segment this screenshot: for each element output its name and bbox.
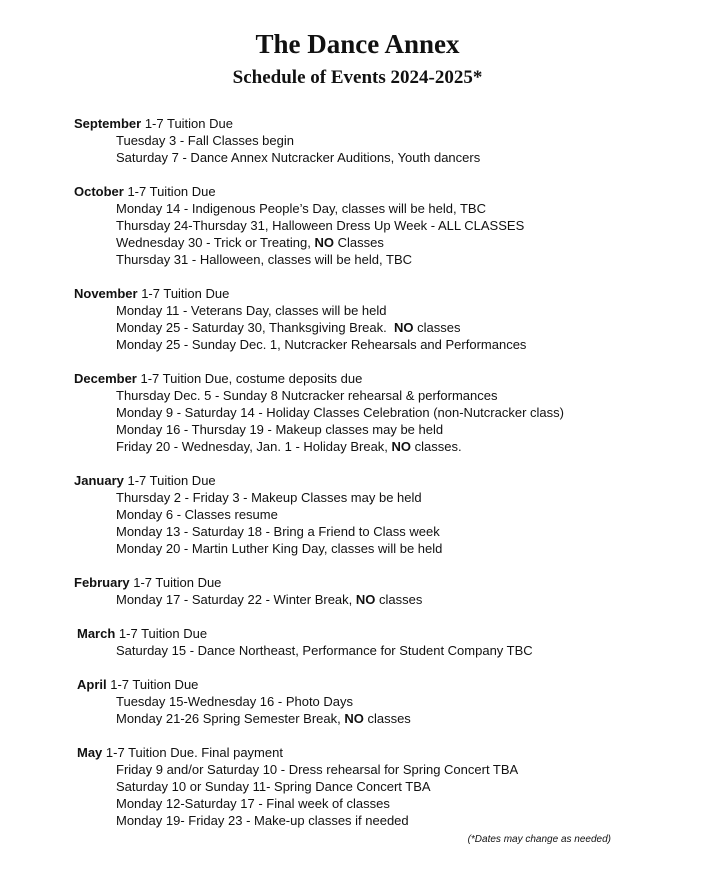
month-section-april bbox=[74, 676, 694, 727]
month-note: 1-7 Tuition Due bbox=[123, 473, 216, 488]
event-item: Tuesday 15-Wednesday 16 - Photo Days bbox=[116, 694, 354, 709]
month-name: November bbox=[74, 286, 138, 301]
month-note: 1-7 Tuition Due bbox=[106, 677, 199, 692]
month-note: 1-7 Tuition Due bbox=[137, 286, 230, 301]
event-item: Friday 9 and/or Saturday 10 - Dress rehearsal for Spring Concert TBA bbox=[116, 762, 519, 777]
month-section-september bbox=[74, 115, 694, 166]
month-name: February bbox=[74, 575, 130, 590]
event-item: Monday 19- Friday 23 - Make-up classes if needed bbox=[116, 813, 409, 828]
month-note: 1-7 Tuition Due bbox=[115, 626, 208, 641]
schedule-list bbox=[74, 115, 694, 846]
event-item: Monday 25 - Sunday Dec. 1, Nutcracker Rehearsals and Performances bbox=[116, 337, 527, 352]
event-item bbox=[74, 319, 694, 336]
event-item: Monday 16 - Thursday 19 - Makeup classes may be held bbox=[116, 422, 444, 437]
event-item: Saturday 7 - Dance Annex Nutcracker Auditions, Youth dancers bbox=[116, 150, 481, 165]
event-item: Monday 14 - Indigenous People’s Day, classes will be held, TBC bbox=[116, 201, 486, 216]
month-name: October bbox=[74, 184, 124, 199]
month-section-december bbox=[74, 370, 694, 455]
month-section-october bbox=[74, 183, 694, 268]
month-name: September bbox=[74, 116, 142, 131]
month-heading bbox=[74, 574, 694, 591]
event-item: Monday 13 - Saturday 18 - Bring a Friend to Class week bbox=[116, 524, 440, 539]
month-heading bbox=[74, 625, 694, 642]
event-item: Monday 20 - Martin Luther King Day, classes will be held bbox=[116, 541, 443, 556]
event-item bbox=[74, 591, 694, 608]
month-name: May bbox=[77, 745, 103, 760]
month-note: 1-7 Tuition Due. Final payment bbox=[102, 745, 283, 760]
month-note: 1-7 Tuition Due bbox=[141, 116, 233, 131]
event-text: classes bbox=[375, 592, 423, 607]
month-name: January bbox=[74, 473, 124, 488]
month-section-january bbox=[74, 472, 694, 557]
event-text: Monday 21-26 Spring Semester Break, bbox=[116, 711, 345, 726]
event-item: Thursday 31 - Halloween, classes will be held, TBC bbox=[116, 252, 413, 267]
event-emphasis: NO bbox=[393, 320, 414, 335]
event-item: Monday 12-Saturday 17 - Final week of classes bbox=[116, 796, 390, 811]
event-item: Tuesday 3 - Fall Classes begin bbox=[116, 133, 294, 148]
month-note: 1-7 Tuition Due bbox=[129, 575, 222, 590]
month-section-march bbox=[74, 625, 694, 659]
month-section-november bbox=[74, 285, 694, 353]
event-item: Thursday Dec. 5 - Sunday 8 Nutcracker rehearsal & performances bbox=[116, 388, 498, 403]
month-heading bbox=[74, 472, 694, 489]
event-item: Saturday 10 or Sunday 11- Spring Dance Concert TBA bbox=[116, 779, 431, 794]
footnote: (*Dates may change as needed) bbox=[467, 834, 611, 845]
event-item: Monday 6 - Classes resume bbox=[116, 507, 278, 522]
event-item: Thursday 2 - Friday 3 - Makeup Classes may be held bbox=[116, 490, 422, 505]
month-name: April bbox=[77, 677, 107, 692]
month-name: March bbox=[77, 626, 116, 641]
event-text: classes. bbox=[411, 439, 462, 454]
event-emphasis: NO bbox=[344, 711, 364, 726]
event-text: Monday 25 - Saturday 30, Thanksgiving Break. bbox=[116, 320, 394, 335]
event-text: Wednesday 30 - Trick or Treating, bbox=[116, 235, 315, 250]
event-text: classes bbox=[363, 711, 411, 726]
event-emphasis: NO bbox=[314, 235, 334, 250]
event-text: classes bbox=[413, 320, 461, 335]
month-heading bbox=[74, 115, 694, 132]
page-subtitle: Schedule of Events 2024-2025* bbox=[232, 67, 483, 88]
event-text: Friday 20 - Wednesday, Jan. 1 - Holiday Break, bbox=[116, 439, 392, 454]
event-item: Monday 11 - Veterans Day, classes will be held bbox=[116, 303, 387, 318]
month-heading bbox=[74, 370, 694, 387]
month-note: 1-7 Tuition Due bbox=[123, 184, 216, 199]
event-item bbox=[74, 438, 694, 455]
month-heading bbox=[74, 676, 694, 693]
event-text: Classes bbox=[333, 235, 384, 250]
event-item: Saturday 15 - Dance Northeast, Performance for Student Company TBC bbox=[116, 643, 533, 658]
month-name: December bbox=[74, 371, 137, 386]
event-item bbox=[74, 710, 694, 727]
month-section-may bbox=[74, 744, 694, 829]
event-emphasis: NO bbox=[391, 439, 412, 454]
month-heading bbox=[74, 285, 694, 302]
event-item bbox=[74, 234, 694, 251]
page-title: The Dance Annex bbox=[255, 29, 460, 59]
event-item: Thursday 24-Thursday 31, Halloween Dress Up Week - ALL CLASSES bbox=[116, 218, 525, 233]
month-heading bbox=[74, 744, 694, 761]
month-heading bbox=[74, 183, 694, 200]
event-emphasis: NO bbox=[355, 592, 376, 607]
event-item: Monday 9 - Saturday 14 - Holiday Classes Celebration (non-Nutcracker class) bbox=[116, 405, 564, 420]
month-section-february bbox=[74, 574, 694, 608]
month-note: 1-7 Tuition Due, costume deposits due bbox=[136, 371, 363, 386]
event-text: Monday 17 - Saturday 22 - Winter Break, bbox=[116, 592, 356, 607]
